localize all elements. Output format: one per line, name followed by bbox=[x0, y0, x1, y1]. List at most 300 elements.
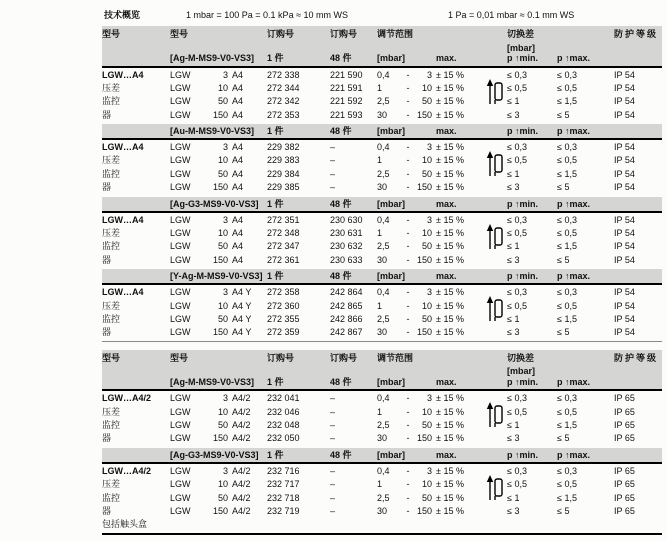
model-cell bbox=[170, 505, 267, 518]
table-row bbox=[102, 240, 662, 253]
range-max: 10 bbox=[421, 406, 432, 417]
model-suffix: A4 bbox=[232, 142, 244, 153]
model-size: 150 bbox=[212, 433, 228, 444]
order-number-bulk: 221 591 bbox=[330, 82, 363, 93]
model-cell bbox=[170, 109, 267, 122]
switching-diff-max: ≤ 1,5 bbox=[557, 241, 577, 252]
range-min: 1 bbox=[377, 82, 383, 93]
range-max: 150 bbox=[416, 505, 432, 516]
side-label: LGW…A4 bbox=[102, 287, 144, 298]
order-number-single: 232 048 bbox=[267, 420, 300, 431]
order-number-bulk: – bbox=[330, 492, 336, 503]
pressure-rise-icon bbox=[486, 294, 503, 323]
range-dash: - bbox=[406, 420, 410, 431]
range-min: 30 bbox=[377, 327, 388, 338]
order-number-bulk: 242 864 bbox=[330, 287, 363, 298]
switching-diff-max: ≤ 5 bbox=[557, 505, 570, 516]
table-row bbox=[102, 214, 662, 227]
table-row bbox=[102, 432, 662, 445]
range-dash: - bbox=[406, 287, 410, 298]
order-number-single: 272 360 bbox=[267, 300, 300, 311]
switching-diff-max: ≤ 0,5 bbox=[557, 228, 577, 239]
conversion-right: 1 Pa = 0,01 mbar ≈ 0.1 mm WS bbox=[448, 10, 575, 20]
protection-class: IP 54 bbox=[614, 313, 635, 324]
model-suffix: A4 bbox=[232, 241, 244, 252]
switching-diff-max: ≤ 5 bbox=[557, 182, 570, 193]
p-max-label: p ↑max. bbox=[557, 126, 591, 137]
tolerance: ± 15 % bbox=[436, 241, 464, 252]
pressure-rise-icon bbox=[486, 77, 503, 106]
model-size: 3 bbox=[222, 393, 228, 404]
protection-class: IP 65 bbox=[614, 420, 635, 431]
range-min: 0,4 bbox=[377, 69, 390, 80]
adjust-range-cell bbox=[377, 492, 432, 505]
block-rows bbox=[102, 68, 662, 124]
switching-diff-min: ≤ 3 bbox=[507, 254, 520, 265]
order-number-bulk: – bbox=[330, 479, 336, 490]
model-cell bbox=[170, 168, 267, 181]
switching-diff-max: ≤ 0,3 bbox=[557, 69, 577, 80]
range-min: 1 bbox=[377, 155, 383, 166]
range-min: 1 bbox=[377, 406, 383, 417]
model-cell bbox=[170, 82, 267, 95]
model-size: 3 bbox=[222, 214, 228, 225]
block-rows bbox=[102, 464, 662, 533]
model-prefix: LGW bbox=[170, 420, 191, 431]
side-label: 压差 bbox=[102, 228, 121, 239]
order-number-bulk: 230 633 bbox=[330, 254, 363, 265]
range-max: 150 bbox=[416, 182, 432, 193]
pressure-rise-icon bbox=[486, 222, 503, 251]
model-cell bbox=[170, 419, 267, 432]
adjust-range-cell bbox=[377, 419, 432, 432]
adjust-range-cell bbox=[377, 313, 432, 326]
range-unit-label: [mbar] bbox=[377, 198, 406, 209]
switching-diff-min: ≤ 0,3 bbox=[507, 142, 527, 153]
range-max-label: max. bbox=[436, 376, 457, 387]
model-prefix: LGW bbox=[170, 214, 191, 225]
model-cell bbox=[170, 392, 267, 405]
model-cell bbox=[170, 227, 267, 240]
protection-class: IP 54 bbox=[614, 155, 635, 166]
tolerance: ± 15 % bbox=[436, 492, 464, 503]
order-number-bulk: – bbox=[330, 406, 336, 417]
model-cell bbox=[170, 69, 267, 82]
switching-diff-max: ≤ 1,5 bbox=[557, 492, 577, 503]
switching-diff-min: ≤ 1 bbox=[507, 492, 520, 503]
adjust-range-cell bbox=[377, 326, 432, 339]
tolerance: ± 15 % bbox=[436, 228, 464, 239]
range-max: 3 bbox=[426, 393, 432, 404]
model-suffix: A4 Y bbox=[232, 300, 252, 311]
model-size: 3 bbox=[222, 465, 228, 476]
model-size: 3 bbox=[222, 287, 228, 298]
range-max: 150 bbox=[416, 254, 432, 265]
model-size: 50 bbox=[217, 420, 228, 431]
model-size: 50 bbox=[217, 313, 228, 324]
switching-diff-max: ≤ 5 bbox=[557, 327, 570, 338]
adjust-range-cell bbox=[377, 465, 432, 478]
range-max: 3 bbox=[426, 465, 432, 476]
protection-class: IP 54 bbox=[614, 287, 635, 298]
range-dash: - bbox=[406, 82, 410, 93]
range-dash: - bbox=[406, 182, 410, 193]
range-dash: - bbox=[406, 479, 410, 490]
model-prefix: LGW bbox=[170, 228, 191, 239]
order-number-single: 272 342 bbox=[267, 96, 300, 107]
diff-unit-and-pmin bbox=[507, 366, 557, 387]
column-header-row bbox=[102, 353, 662, 364]
range-dash: - bbox=[406, 327, 410, 338]
range-min: 2,5 bbox=[377, 168, 390, 179]
order-number-single: 272 359 bbox=[267, 327, 300, 338]
range-unit-label: [mbar] bbox=[377, 376, 406, 387]
tolerance: ± 15 % bbox=[436, 300, 464, 311]
side-label: 器 bbox=[102, 254, 112, 265]
range-max-label: max. bbox=[436, 271, 457, 282]
p-max-label: p ↑max. bbox=[557, 198, 591, 209]
adjust-range-cell bbox=[377, 141, 432, 154]
model-size: 150 bbox=[212, 505, 228, 516]
range-min: 1 bbox=[377, 479, 383, 490]
model-cell bbox=[170, 141, 267, 154]
protection-class: IP 54 bbox=[614, 82, 635, 93]
range-max: 3 bbox=[426, 69, 432, 80]
range-dash: - bbox=[406, 433, 410, 444]
table-row bbox=[102, 154, 662, 167]
model-suffix: A4 Y bbox=[232, 327, 252, 338]
model-size: 10 bbox=[217, 155, 228, 166]
model-cell bbox=[170, 406, 267, 419]
model-prefix: LGW bbox=[170, 433, 191, 444]
tolerance: ± 15 % bbox=[436, 214, 464, 225]
order-number-bulk: – bbox=[330, 465, 336, 476]
switching-diff-max: ≤ 5 bbox=[557, 433, 570, 444]
model-size: 50 bbox=[217, 492, 228, 503]
col-header-model: 型号 bbox=[170, 352, 189, 363]
range-dash: - bbox=[406, 300, 410, 311]
range-max: 10 bbox=[421, 82, 432, 93]
switching-diff-min: ≤ 3 bbox=[507, 109, 520, 120]
side-label: 监控 bbox=[102, 241, 121, 252]
table-gap bbox=[102, 342, 662, 350]
range-dash: - bbox=[406, 155, 410, 166]
model-size: 10 bbox=[217, 300, 228, 311]
protection-class: IP 54 bbox=[614, 96, 635, 107]
range-min: 0,4 bbox=[377, 142, 390, 153]
col-header-order-bulk: 订购号 bbox=[330, 29, 358, 39]
table-row bbox=[102, 326, 662, 339]
tolerance: ± 15 % bbox=[436, 96, 464, 107]
conversion-line bbox=[102, 8, 662, 21]
range-min: 30 bbox=[377, 182, 388, 193]
side-label: 器 bbox=[102, 505, 112, 516]
range-min: 0,4 bbox=[377, 465, 390, 476]
protection-class: IP 54 bbox=[614, 254, 635, 265]
side-label: 监控 bbox=[102, 168, 121, 179]
order-number-single: 232 041 bbox=[267, 393, 300, 404]
order-number-bulk: – bbox=[330, 433, 336, 444]
range-max: 3 bbox=[426, 214, 432, 225]
tolerance: ± 15 % bbox=[436, 109, 464, 120]
model-cell bbox=[170, 432, 267, 445]
order-number-single: 229 384 bbox=[267, 168, 300, 179]
model-size: 150 bbox=[212, 254, 228, 265]
model-suffix: A4 bbox=[232, 109, 244, 120]
block-rows bbox=[102, 391, 662, 447]
table-header-band bbox=[102, 26, 662, 68]
spec-tables bbox=[102, 26, 662, 535]
qty-1-label: 1 件 bbox=[267, 449, 284, 460]
adjust-range-cell bbox=[377, 286, 432, 299]
side-label: 压差 bbox=[102, 155, 121, 166]
range-unit-label: [mbar] bbox=[377, 271, 406, 282]
adjust-range-cell bbox=[377, 478, 432, 491]
switching-diff-max: ≤ 0,5 bbox=[557, 82, 577, 93]
model-cell bbox=[170, 465, 267, 478]
col-header-order-bulk: 订购号 bbox=[330, 352, 358, 363]
block-rows bbox=[102, 213, 662, 269]
order-number-bulk: – bbox=[330, 505, 336, 516]
model-prefix: LGW bbox=[170, 155, 191, 166]
order-number-single: 232 717 bbox=[267, 479, 300, 490]
protection-class: IP 54 bbox=[614, 142, 635, 153]
variant-code: [Ag-M-MS9-V0-VS3] bbox=[170, 376, 255, 387]
protection-class: IP 65 bbox=[614, 492, 635, 503]
protection-class: IP 54 bbox=[614, 109, 635, 120]
order-number-single: 272 361 bbox=[267, 254, 300, 265]
switching-diff-min: ≤ 1 bbox=[507, 96, 520, 107]
model-prefix: LGW bbox=[170, 182, 191, 193]
protection-class: IP 65 bbox=[614, 479, 635, 490]
model-suffix: A4 Y bbox=[232, 287, 252, 298]
model-cell bbox=[170, 214, 267, 227]
side-label: 压差 bbox=[102, 300, 121, 311]
switching-diff-max: ≤ 0,5 bbox=[557, 155, 577, 166]
switching-diff-min: ≤ 0,5 bbox=[507, 300, 527, 311]
order-number-single: 232 718 bbox=[267, 492, 300, 503]
protection-class: IP 65 bbox=[614, 406, 635, 417]
model-cell bbox=[170, 313, 267, 326]
order-number-single: 272 358 bbox=[267, 287, 300, 298]
spec-table-2 bbox=[102, 350, 662, 536]
p-max-label: p ↑max. bbox=[557, 449, 591, 460]
switching-diff-max: ≤ 0,3 bbox=[557, 465, 577, 476]
block-subheader bbox=[102, 448, 662, 464]
diff-unit-label: [mbar] bbox=[507, 366, 536, 377]
col-header-protection-class: 防护等级 bbox=[614, 29, 659, 39]
model-suffix: A4/2 bbox=[232, 420, 251, 431]
switching-diff-max: ≤ 1,5 bbox=[557, 168, 577, 179]
switching-diff-min: ≤ 3 bbox=[507, 327, 520, 338]
adjust-range-cell bbox=[377, 406, 432, 419]
model-size: 3 bbox=[222, 69, 228, 80]
protection-class: IP 54 bbox=[614, 168, 635, 179]
table-row bbox=[102, 95, 662, 108]
order-number-bulk: 221 592 bbox=[330, 96, 363, 107]
range-max: 150 bbox=[416, 433, 432, 444]
range-max: 50 bbox=[421, 313, 432, 324]
order-number-single: 272 353 bbox=[267, 109, 300, 120]
model-suffix: A4 bbox=[232, 155, 244, 166]
model-prefix: LGW bbox=[170, 168, 191, 179]
table-row bbox=[102, 492, 662, 505]
conversion-left: 1 mbar = 100 Pa = 0.1 kPa ≈ 10 mm WS bbox=[186, 10, 349, 20]
switching-diff-max: ≤ 0,3 bbox=[557, 214, 577, 225]
switching-diff-min: ≤ 0,5 bbox=[507, 228, 527, 239]
switching-diff-min: ≤ 1 bbox=[507, 313, 520, 324]
range-min: 2,5 bbox=[377, 492, 390, 503]
order-number-single: 232 046 bbox=[267, 406, 300, 417]
model-suffix: A4/2 bbox=[232, 479, 251, 490]
tolerance: ± 15 % bbox=[436, 505, 464, 516]
range-max: 10 bbox=[421, 479, 432, 490]
adjust-range-cell bbox=[377, 82, 432, 95]
adjust-range-cell bbox=[377, 69, 432, 82]
range-dash: - bbox=[406, 406, 410, 417]
model-suffix: A4 bbox=[232, 228, 244, 239]
table-row bbox=[102, 254, 662, 267]
model-suffix: A4 bbox=[232, 69, 244, 80]
side-label: 监控 bbox=[102, 420, 121, 431]
order-number-single: 272 338 bbox=[267, 69, 300, 80]
adjust-range-cell bbox=[377, 95, 432, 108]
model-prefix: LGW bbox=[170, 82, 191, 93]
range-max-label: max. bbox=[436, 53, 457, 63]
col-header-order-single: 订购号 bbox=[267, 352, 295, 363]
model-size: 10 bbox=[217, 406, 228, 417]
range-max: 3 bbox=[426, 287, 432, 298]
range-dash: - bbox=[406, 241, 410, 252]
side-label: 压差 bbox=[102, 479, 121, 490]
protection-class: IP 54 bbox=[614, 241, 635, 252]
range-dash: - bbox=[406, 168, 410, 179]
p-min-label: p ↑min. bbox=[507, 449, 538, 460]
model-prefix: LGW bbox=[170, 313, 191, 324]
unit-header-row bbox=[102, 43, 662, 64]
adjust-range-cell bbox=[377, 392, 432, 405]
switching-diff-min: ≤ 3 bbox=[507, 505, 520, 516]
col-header-order-single: 订购号 bbox=[267, 29, 295, 39]
table-row bbox=[102, 109, 662, 122]
qty-48-label: 48 件 bbox=[330, 198, 352, 209]
tolerance: ± 15 % bbox=[436, 465, 464, 476]
spec-table-1 bbox=[102, 26, 662, 342]
switching-diff-min: ≤ 0,5 bbox=[507, 406, 527, 417]
range-min: 1 bbox=[377, 300, 383, 311]
column-header-row bbox=[102, 29, 662, 40]
block-subheader bbox=[102, 269, 662, 285]
model-prefix: LGW bbox=[170, 69, 191, 80]
table-row bbox=[102, 406, 662, 419]
tolerance: ± 15 % bbox=[436, 420, 464, 431]
order-number-bulk: 230 631 bbox=[330, 228, 363, 239]
range-min: 0,4 bbox=[377, 393, 390, 404]
bottom-rule bbox=[102, 533, 662, 535]
model-cell bbox=[170, 300, 267, 313]
side-label: 器 bbox=[102, 433, 112, 444]
switching-diff-min: ≤ 0,3 bbox=[507, 287, 527, 298]
range-min: 2,5 bbox=[377, 420, 390, 431]
range-max: 50 bbox=[421, 492, 432, 503]
range-dash: - bbox=[406, 492, 410, 503]
range-dash: - bbox=[406, 142, 410, 153]
p-min-label: p ↑min. bbox=[507, 198, 538, 209]
variant-code: [Au-M-MS9-V0-VS3] bbox=[170, 126, 255, 137]
model-prefix: LGW bbox=[170, 406, 191, 417]
adjust-range-cell bbox=[377, 168, 432, 181]
col-header-switching-diff: 切换差 bbox=[507, 29, 535, 39]
adjust-range-cell bbox=[377, 505, 432, 518]
side-label: 监控 bbox=[102, 96, 121, 107]
side-label: 压差 bbox=[102, 82, 121, 93]
side-label-extra-row bbox=[102, 518, 662, 531]
model-cell bbox=[170, 326, 267, 339]
tolerance: ± 15 % bbox=[436, 406, 464, 417]
protection-class: IP 65 bbox=[614, 465, 635, 476]
switching-diff-max: ≤ 0,5 bbox=[557, 406, 577, 417]
order-number-bulk: – bbox=[330, 142, 336, 153]
switching-diff-max: ≤ 0,5 bbox=[557, 479, 577, 490]
block-rows bbox=[102, 140, 662, 196]
tolerance: ± 15 % bbox=[436, 142, 464, 153]
p-max-label: p ↑max. bbox=[557, 53, 591, 63]
tolerance: ± 15 % bbox=[436, 82, 464, 93]
order-number-bulk: 242 866 bbox=[330, 313, 363, 324]
range-max: 150 bbox=[416, 109, 432, 120]
model-cell bbox=[170, 478, 267, 491]
qty-1-label: 1 件 bbox=[267, 376, 284, 387]
model-suffix: A4/2 bbox=[232, 492, 251, 503]
range-max: 50 bbox=[421, 241, 432, 252]
unit-header-row bbox=[102, 366, 662, 387]
adjust-range-cell bbox=[377, 181, 432, 194]
adjust-range-cell bbox=[377, 214, 432, 227]
col-header-adjust-range: 调节范围 bbox=[377, 29, 414, 39]
order-number-single: 232 716 bbox=[267, 465, 300, 476]
model-cell bbox=[170, 254, 267, 267]
adjust-range-cell bbox=[377, 300, 432, 313]
model-suffix: A4 bbox=[232, 82, 244, 93]
range-dash: - bbox=[406, 96, 410, 107]
range-max: 50 bbox=[421, 420, 432, 431]
model-prefix: LGW bbox=[170, 465, 191, 476]
variant-code: [Y-Ag-M-MS9-V0-VS3] bbox=[170, 271, 263, 282]
range-min: 2,5 bbox=[377, 96, 390, 107]
adjust-range-cell bbox=[377, 109, 432, 122]
model-prefix: LGW bbox=[170, 254, 191, 265]
qty-48-label: 48 件 bbox=[330, 53, 352, 63]
table-row bbox=[102, 419, 662, 432]
block-subheader bbox=[102, 197, 662, 213]
switching-diff-min: ≤ 1 bbox=[507, 168, 520, 179]
switching-diff-min: ≤ 0,5 bbox=[507, 479, 527, 490]
switching-diff-min: ≤ 0,3 bbox=[507, 465, 527, 476]
range-min: 30 bbox=[377, 254, 388, 265]
table-row bbox=[102, 313, 662, 326]
adjust-range-cell bbox=[377, 254, 432, 267]
model-suffix: A4 bbox=[232, 182, 244, 193]
side-label: 压差 bbox=[102, 406, 121, 417]
tolerance: ± 15 % bbox=[436, 327, 464, 338]
range-max: 10 bbox=[421, 155, 432, 166]
table-row bbox=[102, 478, 662, 491]
range-min: 2,5 bbox=[377, 241, 390, 252]
model-size: 150 bbox=[212, 109, 228, 120]
switching-diff-max: ≤ 0,3 bbox=[557, 287, 577, 298]
range-max-label: max. bbox=[436, 198, 457, 209]
col-header-model: 型号 bbox=[170, 29, 189, 39]
